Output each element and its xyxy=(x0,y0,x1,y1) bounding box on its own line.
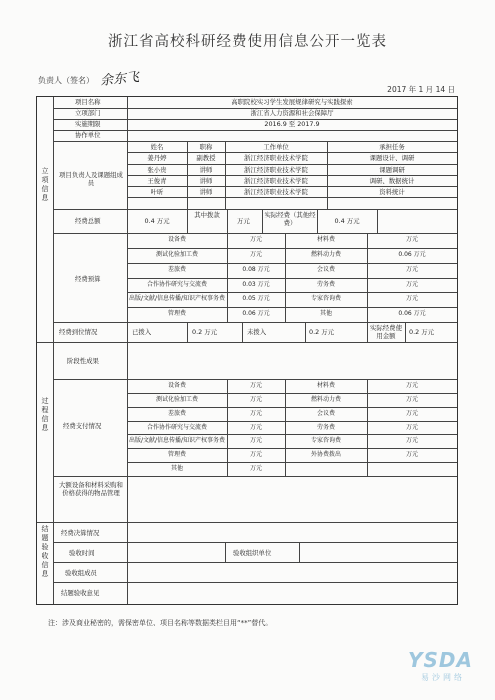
process-cell: 材料费 xyxy=(316,382,335,389)
arrival-label: 经费到位情况 xyxy=(59,328,98,336)
member-cell: 调研、数据统计 xyxy=(369,177,415,185)
process-cell: 会议费 xyxy=(316,409,335,417)
process-cell: 万元 xyxy=(249,465,262,473)
process-row-line xyxy=(127,393,457,394)
arrival-bal-label: 实际经费使用金额 xyxy=(370,324,402,340)
member-cell: 叶昕 xyxy=(150,188,164,196)
member-header: 职称 xyxy=(199,143,213,151)
process-cell: 万元 xyxy=(405,395,418,403)
arrival-in-value: 0.2 万元 xyxy=(192,328,217,336)
budget-cell: 出版/文献/信息传播/知识产权事务费 xyxy=(128,295,226,303)
process-cell: 其他 xyxy=(170,465,183,473)
fill-date: 2017 年 1 月 14 日 xyxy=(387,85,455,94)
process-cell: 合作协作研究与交流费 xyxy=(146,423,207,431)
source-value: 浙江省人力资源和社会保障厅 xyxy=(250,109,334,117)
budget-row-line xyxy=(127,292,457,293)
process-cell: 万元 xyxy=(249,437,262,445)
footnote: 注：涉及商业秘密的，需保密单位、项目名称等数据类栏目用“**”替代。 xyxy=(48,619,273,627)
matched-value: 0.4 万元 xyxy=(334,217,360,225)
member-cell: 姜丹婷 xyxy=(147,154,167,162)
process-cell: 万元 xyxy=(249,451,262,459)
budget-cell: 万元 xyxy=(405,236,418,243)
project-name-label: 项目名称 xyxy=(75,98,101,106)
process-cell: 万元 xyxy=(405,423,418,431)
budget-cell: 0.06 万元 xyxy=(242,310,270,318)
member-header: 姓名 xyxy=(150,143,164,151)
coop-label: 协作单位 xyxy=(75,131,101,139)
budget-cell: 专家咨询费 xyxy=(310,295,341,303)
process-cell: 万元 xyxy=(405,382,418,389)
members-label: 项目负责人及课题组成员 xyxy=(59,171,123,187)
budget-cell: 万元 xyxy=(249,236,262,243)
section-conclusion-info: 结题验收信息 xyxy=(41,525,49,579)
member-header: 工作单位 xyxy=(263,143,289,151)
member-cell: 张小贵 xyxy=(147,166,167,174)
info-table xyxy=(36,96,458,605)
accept-org-label: 验收组织单位 xyxy=(233,549,272,557)
process-cell: 差旅费 xyxy=(167,409,186,417)
budget-cell: 0.03 万元 xyxy=(242,280,270,288)
process-cell: 万元 xyxy=(249,382,262,389)
budget-cell: 其他 xyxy=(319,310,332,318)
budget-cell: 0.05 万元 xyxy=(242,295,270,303)
process-cell: 劳务费 xyxy=(316,423,335,431)
budget-cell: 万元 xyxy=(405,265,418,273)
process-cell: 专家咨询费 xyxy=(310,437,341,445)
budget-cell: 0.06 万元 xyxy=(398,310,426,318)
member-cell: 副教授 xyxy=(196,154,216,162)
signature: 余东飞 xyxy=(99,69,140,89)
source-label: 立项部门 xyxy=(75,109,101,117)
process-row-line xyxy=(127,434,457,435)
budget-row-line xyxy=(127,263,457,264)
process-row-line xyxy=(127,421,457,422)
budget-cell: 劳务费 xyxy=(316,280,335,288)
project-name-value: 高职院校实习学生发展规律研究与实践探索 xyxy=(231,98,353,106)
process-row-line xyxy=(127,407,457,408)
final-spend-label: 经费决算情况 xyxy=(61,529,100,537)
budget-cell: 万元 xyxy=(405,280,418,288)
member-cell: 讲师 xyxy=(199,188,213,196)
budget-cell: 材料费 xyxy=(316,236,335,243)
accept-time-label: 验收时间 xyxy=(69,549,95,557)
budget-cell: 测试化验加工费 xyxy=(155,250,198,258)
member-cell: 讲师 xyxy=(199,166,213,174)
process-row-line xyxy=(127,448,457,449)
section-process-info: 过程信息 xyxy=(41,397,49,433)
member-cell: 课题调研 xyxy=(379,166,405,174)
process-cell: 万元 xyxy=(405,451,418,459)
matched-label: 实际经费（其他经费） xyxy=(264,211,316,227)
budget-cell: 万元 xyxy=(405,295,418,303)
member-cell: 浙江经济职业技术学院 xyxy=(244,166,308,174)
member-cell: 讲师 xyxy=(199,177,213,185)
asset-label: 大额设备和材料采购和价格获得的物品管理 xyxy=(59,481,123,497)
section-project-info: 立项信息 xyxy=(41,167,49,203)
arrival-out-value: 0.2 万元 xyxy=(309,328,334,336)
arrival-out-label: 未拨入 xyxy=(247,328,267,336)
actual-label: 其中拨款 xyxy=(194,211,220,219)
budget-cell: 0.08 万元 xyxy=(242,265,270,273)
actual-value: 万元 xyxy=(237,217,250,225)
process-cell: 万元 xyxy=(405,409,418,417)
arrival-bal-value: 0.2 万元 xyxy=(409,328,434,336)
process-cell: 万元 xyxy=(249,423,262,431)
budget-cell: 设备费 xyxy=(167,236,186,243)
process-cell: 燃料动力费 xyxy=(310,395,341,403)
budget-label: 经费预算 xyxy=(75,275,101,283)
process-cell: 测试化验加工费 xyxy=(155,395,198,403)
phase-label: 阶段性成果 xyxy=(67,357,99,365)
budget-cell: 万元 xyxy=(249,250,262,258)
budget-cell: 管理费 xyxy=(167,310,186,318)
total-label: 经费总额 xyxy=(75,217,101,225)
budget-cell: 燃料动力费 xyxy=(310,250,341,258)
member-cell: 课题设计、调研 xyxy=(369,154,415,162)
member-cell: 浙江经济职业技术学院 xyxy=(244,177,308,185)
member-cell: 浙江经济职业技术学院 xyxy=(244,188,308,196)
arrival-in-label: 已拨入 xyxy=(132,328,152,336)
budget-cell: 差旅费 xyxy=(167,265,186,273)
process-cell: 外协费拨出 xyxy=(310,451,341,459)
member-cell: 资料统计 xyxy=(379,188,405,196)
watermark-site: 易沙网络 xyxy=(421,673,465,682)
period-value: 2016.9 至 2017.9 xyxy=(264,120,320,128)
member-header: 承担任务 xyxy=(379,143,405,151)
member-cell: 浙江经济职业技术学院 xyxy=(244,154,308,162)
process-cell: 管理费 xyxy=(167,451,186,459)
accept-form-label: 验收组成员 xyxy=(65,569,97,577)
budget-row-line xyxy=(127,307,457,308)
spend-label: 经费支付情况 xyxy=(63,422,102,430)
member-cell: 王俊青 xyxy=(147,177,167,185)
process-cell: 万元 xyxy=(405,437,418,445)
accept-result-label: 结题验收意见 xyxy=(61,589,100,597)
process-cell: 设备费 xyxy=(167,382,186,389)
page-title: 浙江省高校科研经费使用信息公开一览表 xyxy=(108,34,387,50)
period-label: 实施期限 xyxy=(75,120,101,128)
watermark-logo: YSDA xyxy=(408,648,473,672)
budget-cell: 0.06 万元 xyxy=(398,250,426,258)
budget-cell: 会议费 xyxy=(316,265,335,273)
process-cell: 万元 xyxy=(249,395,262,403)
budget-row-line xyxy=(127,278,457,279)
process-cell: 出版/文献/信息传播/知识产权事务费 xyxy=(128,437,226,445)
filler-label: 负责人（签名） xyxy=(38,76,94,85)
process-cell: 万元 xyxy=(249,409,262,417)
budget-cell: 合作协作研究与交流费 xyxy=(146,280,207,288)
total-value: 0.4 万元 xyxy=(144,217,170,225)
budget-row-line xyxy=(127,248,457,249)
process-row-line xyxy=(127,462,457,463)
